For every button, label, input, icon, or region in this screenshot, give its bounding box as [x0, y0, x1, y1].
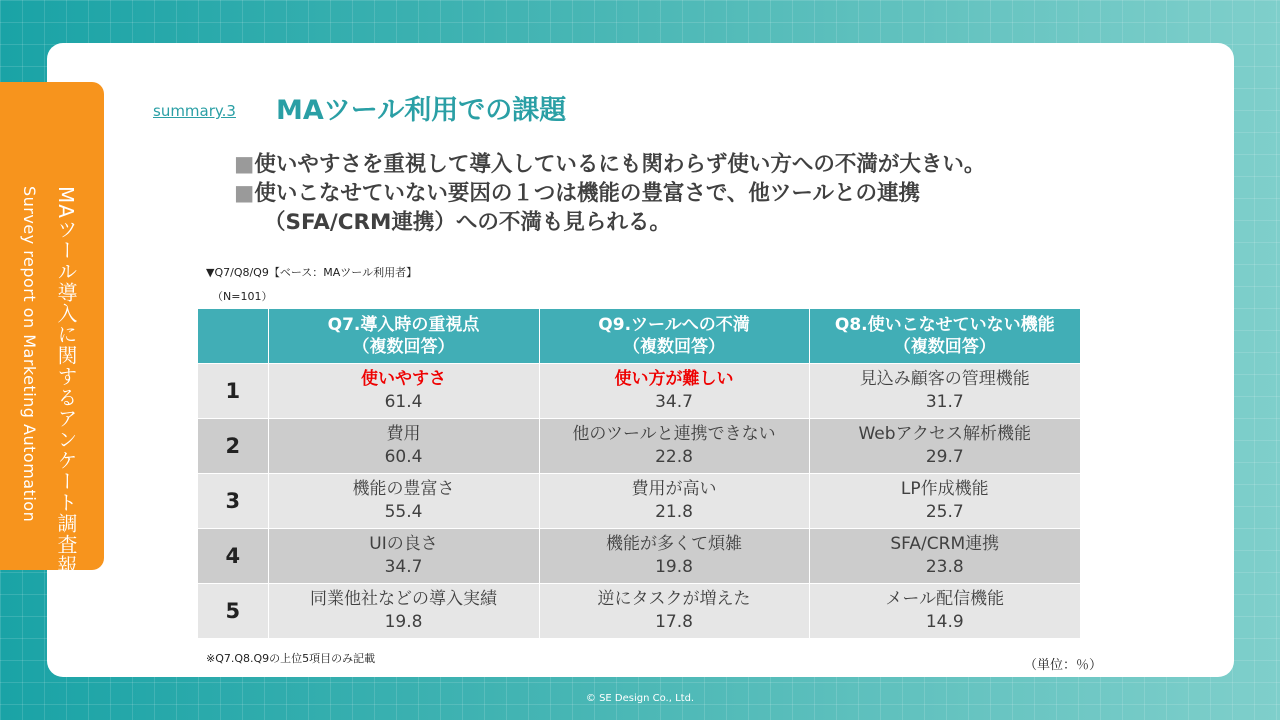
table-cell	[268, 364, 539, 419]
bullet-2-continuation: （SFA/CRM連携）への不満も見られる。	[264, 210, 671, 235]
table-header-row	[198, 309, 1080, 364]
cell-value: 17.8	[655, 612, 693, 632]
cell-value: 23.8	[925, 557, 964, 577]
sidebar-tab	[0, 82, 104, 618]
table-cell	[539, 364, 809, 419]
cell-label: SFA/CRM連携	[890, 534, 1000, 554]
cell-label: 同業他社などの導入実績	[310, 589, 497, 609]
summary-bullets	[234, 150, 985, 237]
bullet-2	[234, 179, 985, 208]
cell-label: 使い方が難しい	[614, 369, 734, 389]
table-cell	[539, 474, 809, 529]
sample-size-label: （N=101）	[212, 290, 273, 303]
header-q9: Q9.ツールへの不満 （複数回答）	[539, 309, 809, 364]
cell-label: 費用	[386, 424, 421, 444]
copyright: © SE Design Co., Ltd.	[585, 693, 695, 704]
bullet-square-icon: ■	[234, 181, 255, 206]
cell-label: 逆にタスクが増えた	[597, 589, 751, 609]
rank-cell: 1	[198, 364, 268, 419]
table-cell	[809, 584, 1080, 639]
table-row	[198, 474, 1080, 529]
cell-label: LP作成機能	[900, 479, 989, 499]
cell-value: 61.4	[384, 392, 423, 412]
results-table	[198, 309, 1080, 638]
cell-label: メール配信機能	[885, 589, 1005, 609]
table-cell	[539, 419, 809, 474]
rank-cell: 2	[198, 419, 268, 474]
table-row	[198, 419, 1080, 474]
cell-value: 22.8	[655, 447, 693, 467]
table-cell	[809, 419, 1080, 474]
header-rank	[198, 309, 268, 364]
bullet-1	[234, 150, 985, 179]
cell-label: 使いやすさ	[361, 369, 446, 389]
cell-value: 31.7	[925, 392, 964, 412]
cell-value: 21.8	[655, 502, 693, 522]
cell-value: 29.7	[925, 447, 964, 467]
table-cell	[268, 419, 539, 474]
footnote: ※Q7.Q8.Q9の上位5項目のみ記載	[206, 652, 376, 665]
bullet-2-text: 使いこなせていない要因の１つは機能の豊富さで、他ツールとの連携	[254, 181, 920, 206]
cell-label: UIの良さ	[369, 534, 438, 554]
table-cell	[809, 474, 1080, 529]
page-title: MAツール利用での課題	[276, 95, 567, 126]
sidebar-title-ja: MAツール導入に関するアンケート調査報告書	[54, 186, 78, 618]
table-row	[198, 529, 1080, 584]
header-q8: Q8.使いこなせていない機能 （複数回答）	[809, 309, 1080, 364]
question-base-label: ▼Q7/Q8/Q9【ベース：MAツール利用者】	[206, 266, 418, 279]
table-cell	[268, 474, 539, 529]
table-row	[198, 584, 1080, 639]
bullet-1-text: 使いやすさを重視して導入しているにも関わらず使い方への不満が大きい。	[254, 152, 986, 177]
cell-label: Webアクセス解析機能	[858, 424, 1032, 444]
rank-cell: 5	[198, 584, 268, 639]
cell-value: 19.8	[655, 557, 693, 577]
cell-value: 19.8	[384, 612, 423, 632]
header-q7: Q7.導入時の重視点 （複数回答）	[268, 309, 539, 364]
rank-cell: 3	[198, 474, 268, 529]
table-cell	[268, 584, 539, 639]
cell-label: 機能が多くて煩雑	[606, 534, 742, 554]
cell-value: 55.4	[384, 502, 423, 522]
table-row	[198, 364, 1080, 419]
summary-link[interactable]: summary.3	[153, 102, 236, 120]
table-cell	[809, 529, 1080, 584]
unit-label: （単位：％）	[1024, 658, 1103, 673]
sidebar-title-en: Survey report on Marketing Automation	[20, 186, 39, 523]
cell-value: 34.7	[655, 392, 693, 412]
table-cell	[539, 584, 809, 639]
cell-value: 25.7	[925, 502, 964, 522]
cell-label: 他のツールと連携できない	[572, 424, 776, 444]
cell-label: 機能の豊富さ	[352, 479, 455, 499]
bullet-square-icon: ■	[234, 152, 255, 177]
table-cell	[268, 529, 539, 584]
cell-value: 34.7	[384, 557, 423, 577]
cell-value: 14.9	[925, 612, 964, 632]
cell-label: 見込み顧客の管理機能	[859, 369, 1030, 389]
table-cell	[539, 529, 809, 584]
table-cell	[809, 364, 1080, 419]
cell-label: 費用が高い	[631, 479, 717, 499]
rank-cell: 4	[198, 529, 268, 584]
cell-value: 60.4	[384, 447, 423, 467]
